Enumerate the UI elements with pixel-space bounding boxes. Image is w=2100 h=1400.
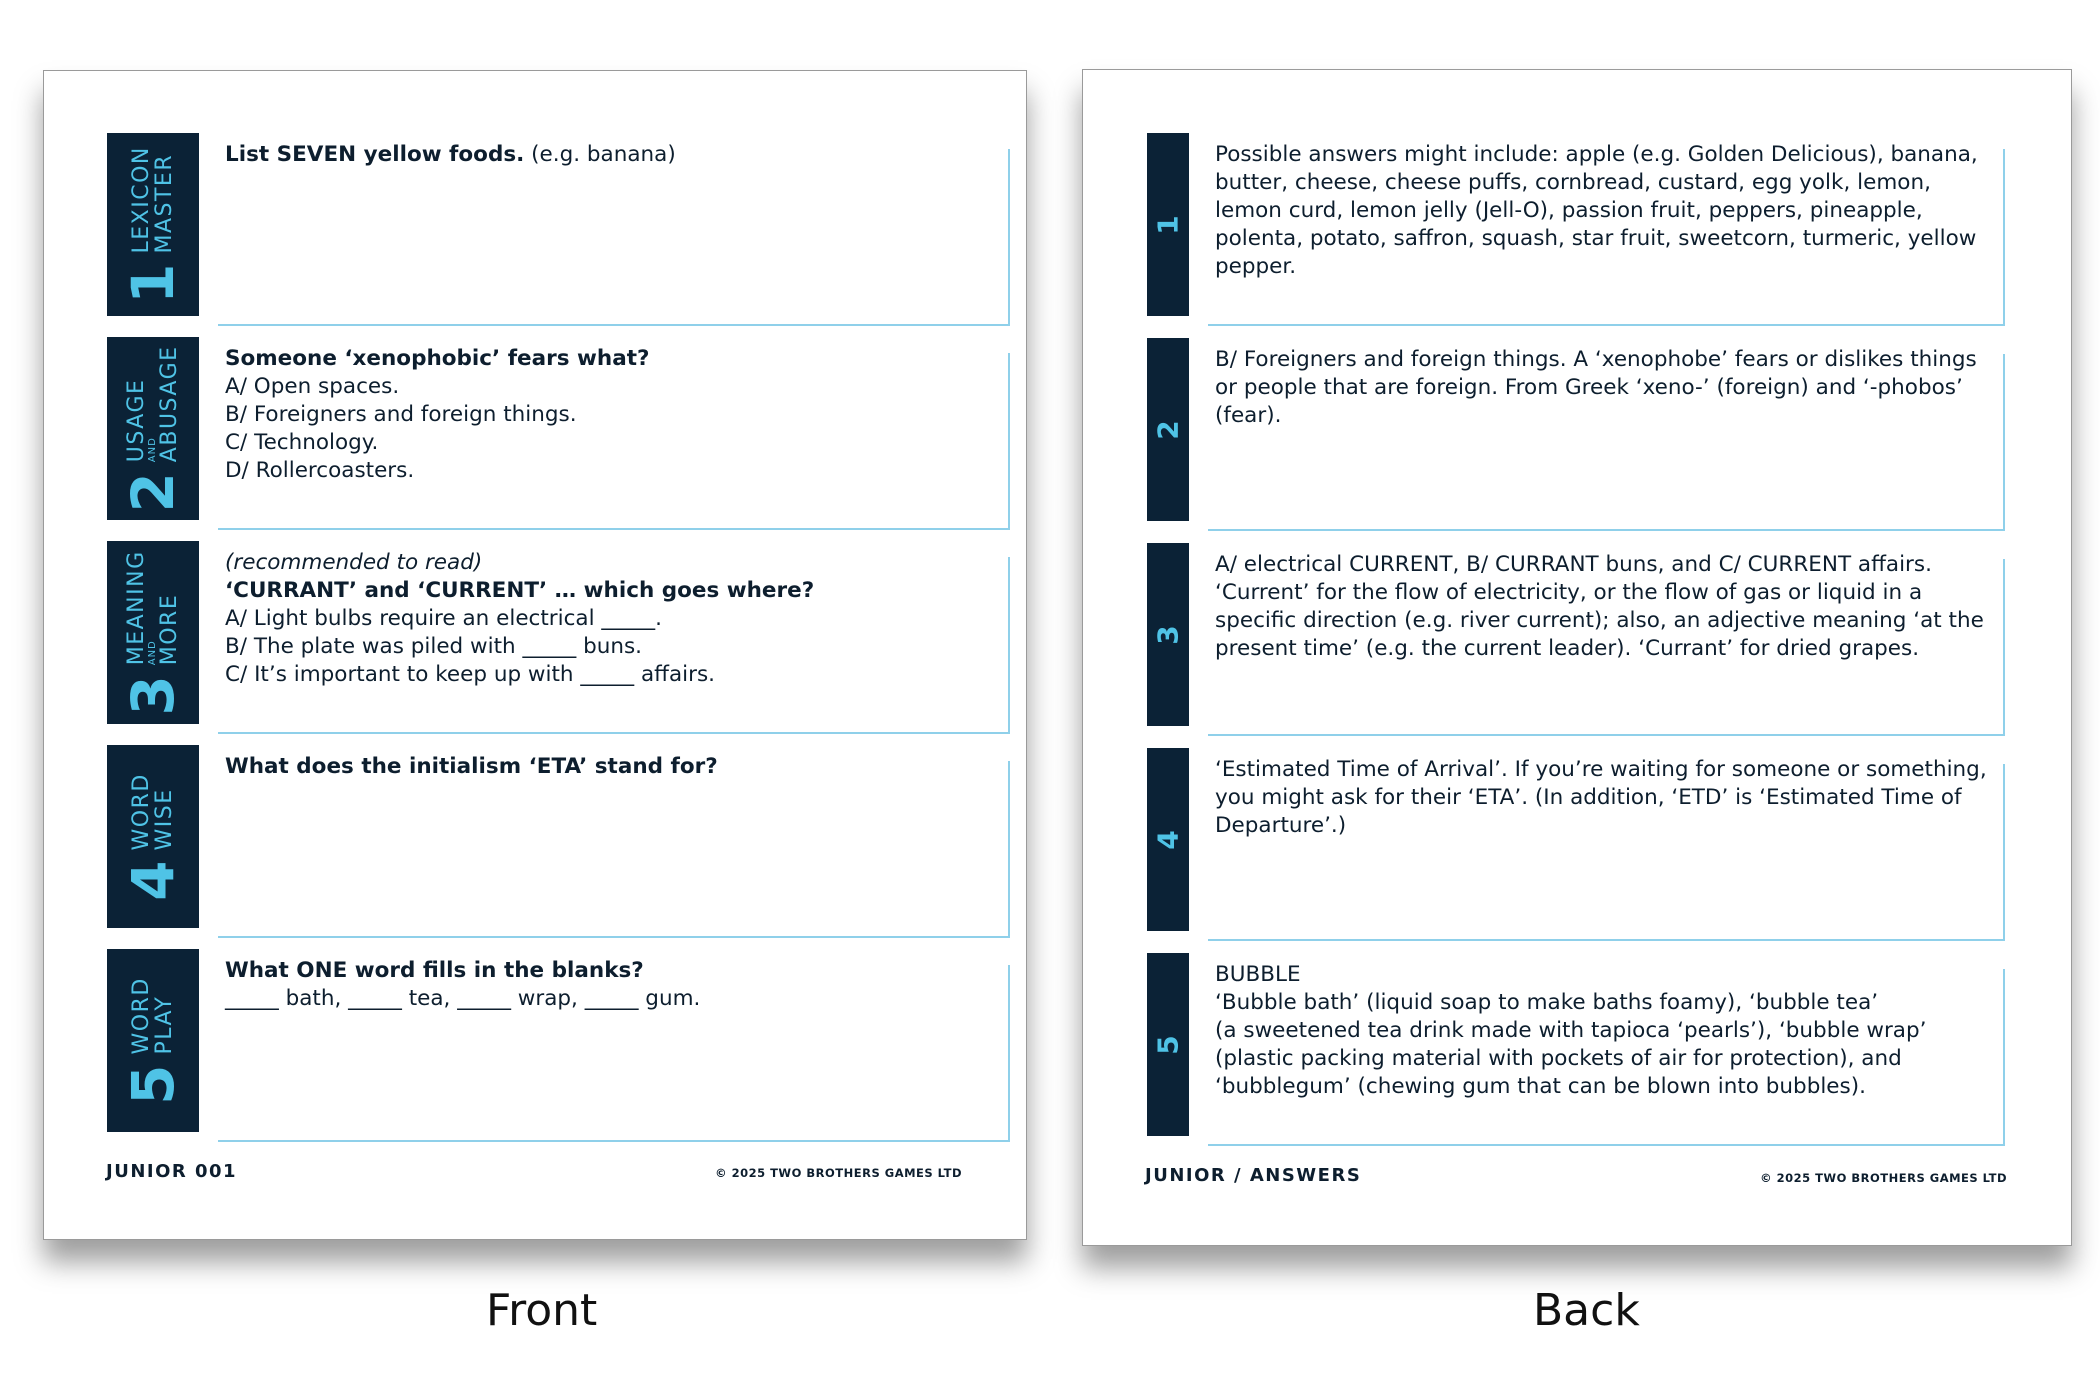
question-plain: C/ It’s important to keep up with _____ affairs. xyxy=(225,662,715,687)
category-word-1: WORD xyxy=(129,772,154,850)
category-label xyxy=(119,772,187,901)
category-name xyxy=(130,146,176,253)
question-text-3 xyxy=(225,549,995,689)
back-copyright: © 2025 TWO BROTHERS GAMES LTD xyxy=(1760,1171,2007,1185)
front-copyright: © 2025 TWO BROTHERS GAMES LTD xyxy=(715,1166,962,1180)
category-word-1: WORD xyxy=(129,976,154,1054)
question-plain: D/ Rollercoasters. xyxy=(225,458,415,483)
question-line xyxy=(225,633,995,661)
answer-text-5 xyxy=(1215,961,2005,1101)
category-number: 2 xyxy=(119,471,187,513)
front-footer-label: JUNIOR 001 xyxy=(106,1161,238,1182)
question-box-1 xyxy=(218,149,1010,326)
answer-line: (a sweetened tea drink made with tapioca ‘pearls’), ‘bubble wrap’ xyxy=(1215,1018,1927,1043)
front-caption: Front xyxy=(486,1285,598,1336)
question-text-5 xyxy=(225,957,995,1013)
question-line xyxy=(225,753,995,781)
question-plain: C/ Technology. xyxy=(225,430,379,455)
back-footer-label: JUNIOR / ANSWERS xyxy=(1145,1165,1362,1186)
category-label xyxy=(119,549,187,716)
category-tab-3 xyxy=(107,541,199,724)
question-text-4 xyxy=(225,753,995,781)
question-text-1 xyxy=(225,141,995,169)
answer-number: 4 xyxy=(1151,829,1185,850)
question-plain: A/ Open spaces. xyxy=(225,374,400,399)
category-name xyxy=(125,550,181,665)
category-word-small: AND xyxy=(147,436,158,462)
question-plain: A/ Light bulbs require an electrical _____. xyxy=(225,606,662,631)
answer-line: pepper. xyxy=(1215,254,1297,279)
question-line xyxy=(225,957,995,985)
category-tab-2 xyxy=(107,337,199,520)
answer-line: Departure’.) xyxy=(1215,813,1347,838)
question-line xyxy=(225,661,995,689)
answer-line: (fear). xyxy=(1215,403,1282,428)
question-bold: What ONE word fills in the blanks? xyxy=(225,958,644,983)
category-name xyxy=(130,773,176,850)
answer-line: ‘Bubble bath’ (liquid soap to make baths foamy), ‘bubble tea’ xyxy=(1215,990,1879,1015)
answer-line: specific direction (e.g. river current); also, an adjective meaning ‘at the xyxy=(1215,608,1984,633)
category-word-2: MORE xyxy=(157,593,182,665)
answer-line: or people that are foreign. From Greek ‘xeno-’ (foreign) and ‘-phobos’ xyxy=(1215,375,1963,400)
category-word-2: ABUSAGE xyxy=(157,344,182,462)
category-word-1: USAGE xyxy=(124,378,149,462)
category-label xyxy=(119,344,187,513)
answer-line: butter, cheese, cheese puffs, cornbread, custard, egg yolk, lemon, xyxy=(1215,170,1931,195)
category-word-2: PLAY xyxy=(152,995,177,1054)
question-box-4 xyxy=(218,761,1010,938)
answer-line: (plastic packing material with pockets of air for protection), and xyxy=(1215,1046,1902,1071)
answer-number: 2 xyxy=(1151,419,1185,440)
back-card xyxy=(1082,69,2072,1246)
answer-line: present time’ (e.g. the current leader). ‘Currant’ for dried grapes. xyxy=(1215,636,1920,661)
answer-line: BUBBLE xyxy=(1215,962,1301,987)
category-number: 3 xyxy=(119,674,187,716)
category-word-2: MASTER xyxy=(152,153,177,253)
answer-text-2 xyxy=(1215,346,2005,430)
category-name xyxy=(125,345,181,462)
answer-line: ‘bubblegum’ (chewing gum that can be blown into bubbles). xyxy=(1215,1074,1866,1099)
category-word-1: LEXICON xyxy=(129,145,154,253)
category-word-1: MEANING xyxy=(124,549,149,665)
answer-line: Possible answers might include: apple (e.g. Golden Delicious), banana, xyxy=(1215,142,1978,167)
answer-text-3 xyxy=(1215,551,2005,663)
answer-line: B/ Foreigners and foreign things. A ‘xenophobe’ fears or dislikes things xyxy=(1215,347,1977,372)
answer-tab-3 xyxy=(1147,543,1189,726)
question-line xyxy=(225,401,995,429)
answer-number: 1 xyxy=(1151,214,1185,235)
question-plain: (e.g. banana) xyxy=(524,142,676,167)
question-line xyxy=(225,577,995,605)
answer-line: polenta, potato, saffron, squash, star fruit, sweetcorn, turmeric, yellow xyxy=(1215,226,1977,251)
category-label xyxy=(119,145,187,304)
question-bold: ‘CURRANT’ and ‘CURRENT’ … which goes where? xyxy=(225,578,815,603)
answer-tab-1 xyxy=(1147,133,1189,316)
category-tab-1 xyxy=(107,133,199,316)
answer-text-1 xyxy=(1215,141,2005,281)
answer-tab-2 xyxy=(1147,338,1189,521)
answer-number: 5 xyxy=(1151,1034,1185,1055)
back-caption: Back xyxy=(1533,1285,1640,1336)
question-note: (recommended to read) xyxy=(225,550,483,575)
answer-line: A/ electrical CURRENT, B/ CURRANT buns, and C/ CURRENT affairs. xyxy=(1215,552,1932,577)
question-text-2 xyxy=(225,345,995,485)
question-line xyxy=(225,345,995,373)
question-plain: B/ Foreigners and foreign things. xyxy=(225,402,577,427)
answer-line: ‘Current’ for the flow of electricity, or the flow of gas or liquid in a xyxy=(1215,580,1923,605)
category-tab-5 xyxy=(107,949,199,1132)
answer-number: 3 xyxy=(1151,624,1185,645)
answer-tab-5 xyxy=(1147,953,1189,1136)
category-number: 4 xyxy=(119,859,187,901)
category-word-2: WISE xyxy=(152,787,177,850)
question-line xyxy=(225,373,995,401)
answer-line: lemon curd, lemon jelly (Jell-O), passion fruit, peppers, pineapple, xyxy=(1215,198,1923,223)
question-line xyxy=(225,549,995,577)
question-line xyxy=(225,429,995,457)
category-label xyxy=(119,976,187,1105)
front-card xyxy=(43,70,1027,1240)
question-line xyxy=(225,457,995,485)
category-tab-4 xyxy=(107,745,199,928)
question-line xyxy=(225,141,995,169)
question-plain: _____ bath, _____ tea, _____ wrap, _____ gum. xyxy=(225,986,701,1011)
category-name xyxy=(130,977,176,1054)
question-bold: List SEVEN yellow foods. xyxy=(225,142,525,167)
question-line xyxy=(225,985,995,1013)
answer-line: ‘Estimated Time of Arrival’. If you’re waiting for someone or something, xyxy=(1215,757,1987,782)
category-number: 5 xyxy=(119,1063,187,1105)
question-bold: What does the initialism ‘ETA’ stand for? xyxy=(225,754,718,779)
answer-tab-4 xyxy=(1147,748,1189,931)
answer-text-4 xyxy=(1215,756,2005,840)
category-word-small: AND xyxy=(147,639,158,665)
question-line xyxy=(225,605,995,633)
question-bold: Someone ‘xenophobic’ fears what? xyxy=(225,346,650,371)
answer-line: you might ask for their ‘ETA’. (In addition, ‘ETD’ is ‘Estimated Time of xyxy=(1215,785,1962,810)
question-plain: B/ The plate was piled with _____ buns. xyxy=(225,634,643,659)
category-number: 1 xyxy=(119,263,187,304)
